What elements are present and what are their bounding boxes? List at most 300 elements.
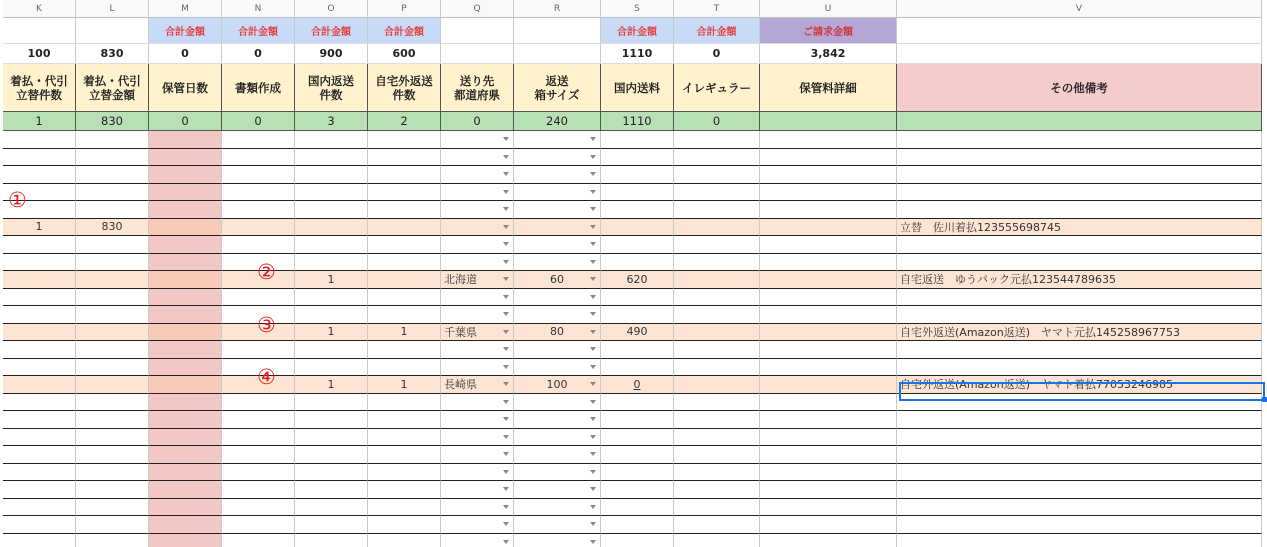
data-cell[interactable] [897,534,1262,547]
data-cell[interactable] [295,131,368,149]
data-cell[interactable] [441,201,514,219]
data-cell[interactable] [76,341,149,359]
data-cell[interactable] [441,359,514,377]
data-cell[interactable] [674,359,760,377]
data-cell[interactable] [601,201,674,219]
data-cell[interactable] [674,236,760,254]
data-cell[interactable] [3,464,76,482]
data-cell[interactable] [601,464,674,482]
data-cell[interactable] [514,219,601,237]
data-cell[interactable] [3,236,76,254]
data-cell[interactable] [76,429,149,447]
data-cell[interactable] [76,481,149,499]
data-cell[interactable] [76,411,149,429]
data-cell[interactable] [441,166,514,184]
data-cell[interactable] [441,149,514,167]
data-cell[interactable] [674,289,760,307]
data-cell[interactable] [760,394,897,412]
dropdown-arrow-icon[interactable] [590,312,596,316]
data-cell[interactable] [674,201,760,219]
data-cell[interactable] [441,429,514,447]
data-cell[interactable] [76,359,149,377]
data-cell[interactable] [601,149,674,167]
dropdown-arrow-icon[interactable] [590,260,596,264]
data-cell[interactable] [368,166,441,184]
data-cell[interactable] [222,464,295,482]
data-cell[interactable] [222,166,295,184]
data-cell[interactable] [674,324,760,342]
data-cell[interactable] [76,446,149,464]
dropdown-arrow-icon[interactable] [590,522,596,526]
data-cell[interactable]: 490 [601,324,674,342]
data-cell[interactable]: 長崎県 [441,376,514,394]
data-cell[interactable] [368,254,441,272]
data-cell[interactable] [441,131,514,149]
column-header-p[interactable]: P [368,0,441,18]
data-cell[interactable] [897,289,1262,307]
data-cell[interactable] [601,411,674,429]
data-cell[interactable] [514,149,601,167]
column-header-k[interactable]: K [3,0,76,18]
data-cell[interactable] [295,464,368,482]
data-cell[interactable] [514,306,601,324]
total-value-cell[interactable]: 100 [3,44,76,64]
data-cell[interactable] [295,254,368,272]
summary-cell[interactable]: 0 [441,112,514,131]
summary-cell[interactable] [897,112,1262,131]
data-cell[interactable] [222,446,295,464]
data-cell[interactable] [3,341,76,359]
data-cell[interactable] [295,341,368,359]
header-cell[interactable]: その他備考 [897,64,1262,112]
data-cell[interactable] [601,359,674,377]
data-cell[interactable] [601,429,674,447]
data-cell[interactable] [295,166,368,184]
data-cell[interactable]: 北海道 [441,271,514,289]
data-cell[interactable] [368,219,441,237]
dropdown-arrow-icon[interactable] [503,417,509,421]
data-cell[interactable] [149,516,222,534]
data-cell[interactable] [295,306,368,324]
data-cell[interactable] [295,201,368,219]
data-cell[interactable] [760,481,897,499]
data-cell[interactable] [760,131,897,149]
data-cell[interactable] [601,166,674,184]
dropdown-arrow-icon[interactable] [590,365,596,369]
data-cell[interactable]: 自宅返送 ゆうパック元払123544789635 [897,271,1262,289]
data-cell[interactable] [897,149,1262,167]
data-cell[interactable] [760,534,897,547]
data-cell[interactable] [441,236,514,254]
data-cell[interactable] [760,324,897,342]
dropdown-arrow-icon[interactable] [590,295,596,299]
total-label-cell[interactable]: 合計金額 [674,18,760,44]
dropdown-arrow-icon[interactable] [503,505,509,509]
data-cell[interactable] [3,324,76,342]
summary-cell[interactable]: 0 [149,112,222,131]
data-cell[interactable] [76,324,149,342]
dropdown-arrow-icon[interactable] [590,225,596,229]
data-cell[interactable] [149,131,222,149]
data-cell[interactable] [897,131,1262,149]
column-header-r[interactable]: R [514,0,601,18]
data-cell[interactable] [441,254,514,272]
data-cell[interactable] [222,236,295,254]
dropdown-arrow-icon[interactable] [503,225,509,229]
data-cell[interactable] [674,429,760,447]
data-cell[interactable] [674,411,760,429]
dropdown-arrow-icon[interactable] [590,452,596,456]
dropdown-arrow-icon[interactable] [590,470,596,474]
data-cell[interactable] [897,359,1262,377]
data-cell[interactable] [149,254,222,272]
data-cell[interactable] [295,446,368,464]
data-cell[interactable] [3,306,76,324]
data-cell[interactable] [222,131,295,149]
total-value-cell[interactable]: 1110 [601,44,674,64]
summary-cell[interactable]: 1 [3,112,76,131]
column-header-l[interactable]: L [76,0,149,18]
data-cell[interactable] [295,516,368,534]
total-value-cell[interactable]: 3,842 [760,44,897,64]
data-cell[interactable] [441,499,514,517]
total-value-cell[interactable]: 0 [222,44,295,64]
data-cell[interactable] [601,499,674,517]
data-cell[interactable] [295,481,368,499]
total-value-cell[interactable] [514,44,601,64]
data-cell[interactable]: 830 [76,219,149,237]
total-label-cell[interactable] [441,18,514,44]
data-cell[interactable] [368,236,441,254]
data-cell[interactable] [368,149,441,167]
data-cell[interactable] [674,254,760,272]
data-cell[interactable] [674,394,760,412]
data-cell[interactable] [760,184,897,202]
header-cell[interactable]: イレギュラー [674,64,760,112]
dropdown-arrow-icon[interactable] [503,522,509,526]
data-cell[interactable] [76,289,149,307]
data-cell[interactable] [514,201,601,219]
data-cell[interactable] [760,376,897,394]
dropdown-arrow-icon[interactable] [503,382,509,386]
data-cell[interactable] [368,271,441,289]
data-cell[interactable] [514,166,601,184]
data-cell[interactable] [760,499,897,517]
data-cell[interactable] [760,236,897,254]
dropdown-arrow-icon[interactable] [503,365,509,369]
data-cell[interactable] [441,306,514,324]
data-cell[interactable] [295,394,368,412]
data-cell[interactable] [514,481,601,499]
data-cell[interactable] [222,341,295,359]
data-cell[interactable] [674,446,760,464]
data-cell[interactable] [3,481,76,499]
column-header-s[interactable]: S [601,0,674,18]
data-cell[interactable] [222,411,295,429]
column-header-v[interactable]: V [897,0,1262,18]
data-cell[interactable] [601,254,674,272]
total-value-cell[interactable]: 600 [368,44,441,64]
data-cell[interactable] [3,499,76,517]
data-cell[interactable]: 1 [295,271,368,289]
data-cell[interactable] [897,341,1262,359]
dropdown-arrow-icon[interactable] [590,207,596,211]
column-header-u[interactable]: U [760,0,897,18]
data-cell[interactable] [897,394,1262,412]
summary-cell[interactable]: 2 [368,112,441,131]
data-cell[interactable] [674,376,760,394]
dropdown-arrow-icon[interactable] [503,400,509,404]
data-cell[interactable] [601,516,674,534]
data-cell[interactable] [897,429,1262,447]
header-cell[interactable]: 返送 箱サイズ [514,64,601,112]
data-cell[interactable] [897,499,1262,517]
data-cell[interactable] [674,499,760,517]
header-cell[interactable]: 着払・代引 立替金額 [76,64,149,112]
total-value-cell[interactable]: 830 [76,44,149,64]
data-cell[interactable] [76,184,149,202]
dropdown-arrow-icon[interactable] [590,487,596,491]
dropdown-arrow-icon[interactable] [590,172,596,176]
data-cell[interactable] [222,481,295,499]
data-cell[interactable]: 1 [368,324,441,342]
data-cell[interactable] [368,481,441,499]
total-label-cell[interactable]: 合計金額 [601,18,674,44]
dropdown-arrow-icon[interactable] [503,347,509,351]
dropdown-arrow-icon[interactable] [590,190,596,194]
data-cell[interactable] [514,131,601,149]
data-cell[interactable] [295,359,368,377]
data-cell[interactable] [514,341,601,359]
data-cell[interactable] [760,149,897,167]
column-header-o[interactable]: O [295,0,368,18]
data-cell[interactable] [3,516,76,534]
total-value-cell[interactable] [897,44,1262,64]
data-cell[interactable] [441,411,514,429]
total-label-cell[interactable] [3,18,76,44]
data-cell[interactable] [149,394,222,412]
dropdown-arrow-icon[interactable] [503,330,509,334]
data-cell[interactable] [760,271,897,289]
dropdown-arrow-icon[interactable] [503,190,509,194]
data-cell[interactable] [368,516,441,534]
data-cell[interactable] [222,516,295,534]
data-cell[interactable] [295,499,368,517]
data-cell[interactable] [3,166,76,184]
summary-cell[interactable]: 0 [222,112,295,131]
dropdown-arrow-icon[interactable] [503,260,509,264]
data-cell[interactable] [674,149,760,167]
data-cell[interactable] [222,429,295,447]
data-cell[interactable] [514,394,601,412]
data-cell[interactable] [674,131,760,149]
data-cell[interactable]: 60 [514,271,601,289]
dropdown-arrow-icon[interactable] [503,137,509,141]
data-cell[interactable] [601,219,674,237]
data-cell[interactable] [76,376,149,394]
data-cell[interactable] [760,516,897,534]
header-cell[interactable]: 着払・代引 立替件数 [3,64,76,112]
data-cell[interactable] [149,376,222,394]
data-cell[interactable] [222,201,295,219]
data-cell[interactable]: 100 [514,376,601,394]
dropdown-arrow-icon[interactable] [503,452,509,456]
data-cell[interactable] [368,184,441,202]
data-cell[interactable] [3,394,76,412]
data-cell[interactable] [601,394,674,412]
data-cell[interactable] [149,429,222,447]
data-cell[interactable] [3,429,76,447]
data-cell[interactable] [76,166,149,184]
data-cell[interactable] [76,306,149,324]
header-cell[interactable]: 自宅外返送 件数 [368,64,441,112]
data-cell[interactable] [368,289,441,307]
data-cell[interactable]: 80 [514,324,601,342]
data-cell[interactable] [441,446,514,464]
data-cell[interactable] [601,341,674,359]
data-cell[interactable] [3,376,76,394]
data-cell[interactable] [149,271,222,289]
dropdown-arrow-icon[interactable] [503,540,509,544]
data-cell[interactable] [760,201,897,219]
total-value-cell[interactable] [441,44,514,64]
data-cell[interactable] [76,516,149,534]
data-cell[interactable] [514,236,601,254]
dropdown-arrow-icon[interactable] [503,172,509,176]
data-cell[interactable] [76,394,149,412]
data-cell[interactable] [514,289,601,307]
dropdown-arrow-icon[interactable] [503,207,509,211]
total-value-cell[interactable]: 0 [674,44,760,64]
data-cell[interactable] [441,534,514,547]
header-cell[interactable]: 国内返送 件数 [295,64,368,112]
data-cell[interactable] [76,534,149,547]
summary-cell[interactable] [760,112,897,131]
data-cell[interactable] [3,271,76,289]
data-cell[interactable] [149,219,222,237]
data-cell[interactable] [514,499,601,517]
data-cell[interactable] [674,219,760,237]
dropdown-arrow-icon[interactable] [590,540,596,544]
dropdown-arrow-icon[interactable] [590,435,596,439]
data-cell[interactable] [601,446,674,464]
summary-cell[interactable]: 830 [76,112,149,131]
data-cell[interactable] [760,219,897,237]
data-cell[interactable] [295,184,368,202]
header-cell[interactable]: 保管日数 [149,64,222,112]
summary-cell[interactable]: 3 [295,112,368,131]
data-cell[interactable] [149,411,222,429]
data-cell[interactable]: 立替 佐川着払123555698745 [897,219,1262,237]
data-cell[interactable] [3,446,76,464]
dropdown-arrow-icon[interactable] [590,400,596,404]
total-label-cell[interactable] [514,18,601,44]
data-cell[interactable] [441,464,514,482]
data-cell[interactable] [760,411,897,429]
data-cell[interactable] [897,516,1262,534]
data-cell[interactable] [368,306,441,324]
data-cell[interactable]: 0 [601,376,674,394]
data-cell[interactable] [76,201,149,219]
data-cell[interactable] [674,481,760,499]
data-cell[interactable] [674,341,760,359]
data-cell[interactable] [674,534,760,547]
data-cell[interactable] [514,534,601,547]
data-cell[interactable]: 620 [601,271,674,289]
data-cell[interactable]: 1 [295,376,368,394]
dropdown-arrow-icon[interactable] [590,505,596,509]
dropdown-arrow-icon[interactable] [503,487,509,491]
data-cell[interactable] [295,534,368,547]
data-cell[interactable] [295,219,368,237]
data-cell[interactable] [3,254,76,272]
data-cell[interactable] [760,464,897,482]
dropdown-arrow-icon[interactable] [590,155,596,159]
data-cell[interactable] [368,341,441,359]
data-cell[interactable] [3,534,76,547]
data-cell[interactable] [897,464,1262,482]
data-cell[interactable] [368,201,441,219]
data-cell[interactable] [222,184,295,202]
data-cell[interactable] [149,149,222,167]
total-label-cell[interactable] [897,18,1262,44]
data-cell[interactable] [295,289,368,307]
total-value-cell[interactable]: 900 [295,44,368,64]
data-cell[interactable]: 千葉県 [441,324,514,342]
total-label-cell[interactable]: 合計金額 [368,18,441,44]
header-cell[interactable]: 送り先 都道府県 [441,64,514,112]
data-cell[interactable] [149,306,222,324]
data-cell[interactable] [76,131,149,149]
data-cell[interactable] [514,184,601,202]
data-cell[interactable] [760,306,897,324]
total-label-cell[interactable]: ご請求金額 [760,18,897,44]
data-cell[interactable] [674,271,760,289]
data-cell[interactable] [149,236,222,254]
header-cell[interactable]: 書類作成 [222,64,295,112]
data-cell[interactable]: 1 [3,219,76,237]
data-cell[interactable] [514,429,601,447]
data-cell[interactable] [760,446,897,464]
data-cell[interactable] [295,149,368,167]
total-label-cell[interactable]: 合計金額 [295,18,368,44]
data-cell[interactable] [149,201,222,219]
data-cell[interactable] [601,184,674,202]
data-cell[interactable] [295,236,368,254]
data-cell[interactable] [222,289,295,307]
data-cell[interactable] [368,499,441,517]
data-cell[interactable] [368,429,441,447]
dropdown-arrow-icon[interactable] [503,312,509,316]
data-cell[interactable] [760,254,897,272]
data-cell[interactable] [149,341,222,359]
dropdown-arrow-icon[interactable] [503,435,509,439]
data-cell[interactable] [601,306,674,324]
data-cell[interactable] [441,219,514,237]
data-cell[interactable] [760,429,897,447]
data-cell[interactable] [222,149,295,167]
data-cell[interactable] [897,411,1262,429]
data-cell[interactable]: 自宅外返送(Amazon返送) ヤマト元払145258967753 [897,324,1262,342]
dropdown-arrow-icon[interactable] [590,382,596,386]
data-cell[interactable] [3,359,76,377]
data-cell[interactable]: 自宅外返送(Amazon返送) ヤマト着払77053246985 [897,376,1262,394]
data-cell[interactable] [897,446,1262,464]
data-cell[interactable] [897,184,1262,202]
data-cell[interactable] [601,236,674,254]
data-cell[interactable] [601,534,674,547]
data-cell[interactable] [222,499,295,517]
